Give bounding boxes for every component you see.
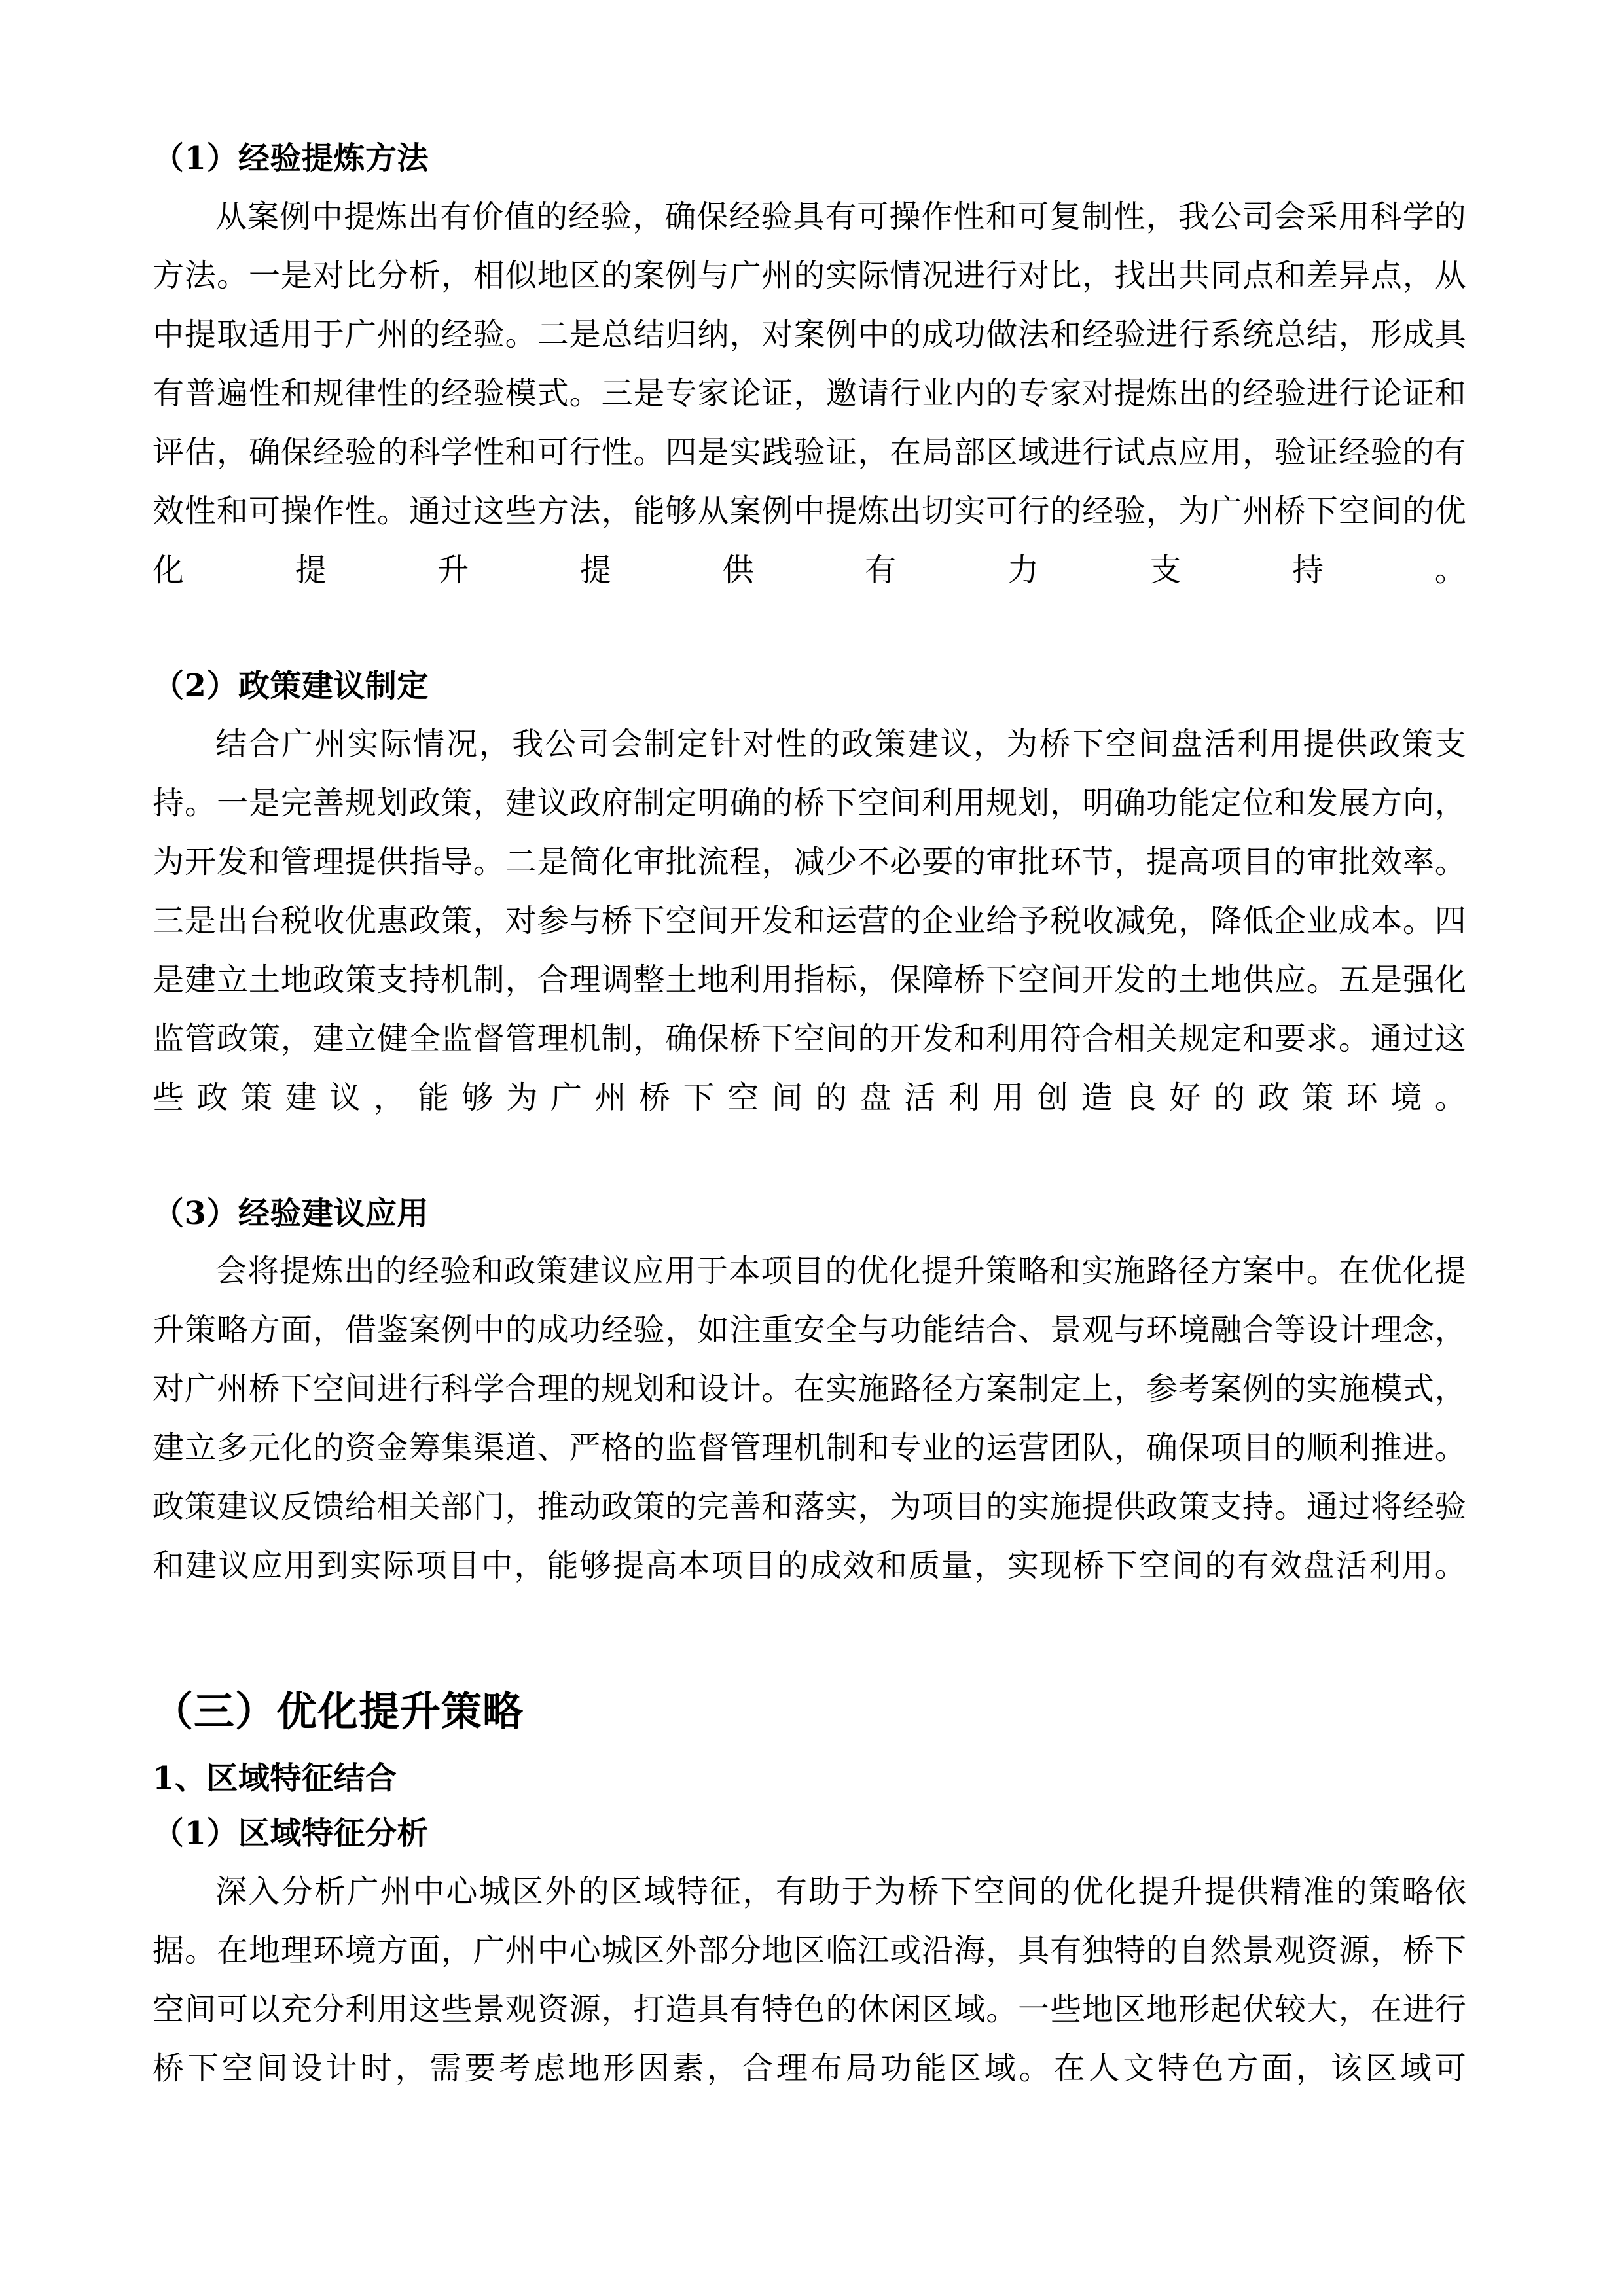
paragraph-experience-recommendation-application: 会将提炼出的经验和政策建议应用于本项目的优化提升策略和实施路径方案中。在优化提升策略方面，借鉴案例中的成功经验，如注重安全与功能结合、景观与环境融合等设计理念，对广州桥下空间进行科学合理的规划和设计。在实施路径方案制定上，参考案例的实施模式，建立多元化的资金筹集渠道、严格的监督管理机制和专业的运营团队，确保项目的顺利推进。政策建议反馈给相关部门，推动政策的完善和落实，为项目的实施提供政策支持。通过将经验和建议应用到实际项目中，能够提高本项目的成效和质量，实现桥下空间的有效盘活利用。 <box>153 1253 1466 1585</box>
heading-experience-extraction-method: （1）经验提炼方法 <box>153 140 429 177</box>
paragraph-policy-recommendation-formulation: 结合广州实际情况，我公司会制定针对性的政策建议，为桥下空间盘活利用提供政策支持。一是完善规划政策，建议政府制定明确的桥下空间利用规划，明确功能定位和发展方向，为开发和管理提供指导。二是简化审批流程，减少不必要的审批环节，提高项目的审批效率。三是出台税收优惠政策，对参与桥下空间开发和运营的企业给予税收减免，降低企业成本。四是建立土地政策支持机制，合理调整土地利用指标，保障桥下空间开发的土地供应。五是强化监管政策，建立健全监督管理机制，确保桥下空间的开发和利用符合相关规定和要求。通过这些政策建议，能够为广州桥下空间的盘活利用创造良好的政策环境。 <box>153 725 1466 1116</box>
heading-regional-characteristics-analysis: （1）区域特征分析 <box>153 1815 429 1852</box>
heading-experience-recommendation-application: （3）经验建议应用 <box>153 1194 429 1232</box>
heading-regional-characteristics-integration: 1、区域特征结合 <box>153 1760 397 1797</box>
heading-policy-recommendation-formulation: （2）政策建议制定 <box>153 667 429 704</box>
heading-optimization-upgrade-strategy: （三）优化提升策略 <box>153 1687 524 1736</box>
paragraph-regional-characteristics-analysis: 深入分析广州中心城区外的区域特征，有助于为桥下空间的优化提升提供精准的策略依据。在地理环境方面，广州中心城区外部分地区临江或沿海，具有独特的自然景观资源，桥下空间可以充分利用这些景观资源，打造具有特色的休闲区域。一些地区地形起伏较大，在进行桥下空间设计时，需要考虑地形因素，合理布局功能区域。在人文特色方面，该区域可 <box>153 1873 1466 2087</box>
paragraph-experience-extraction-method: 从案例中提炼出有价值的经验，确保经验具有可操作性和可复制性，我公司会采用科学的方法。一是对比分析，相似地区的案例与广州的实际情况进行对比，找出共同点和差异点，从中提取适用于广州的经验。二是总结归纳，对案例中的成功做法和经验进行系统总结，形成具有普遍性和规律性的经验模式。三是专家论证，邀请行业内的专家对提炼出的经验进行论证和评估，确保经验的科学性和可行性。四是实践验证，在局部区域进行试点应用，验证经验的有效性和可操作性。通过这些方法，能够从案例中提炼出切实可行的经验，为广州桥下空间的优化提升提供有力支持。 <box>153 198 1466 588</box>
document-content <box>153 134 1466 2157</box>
